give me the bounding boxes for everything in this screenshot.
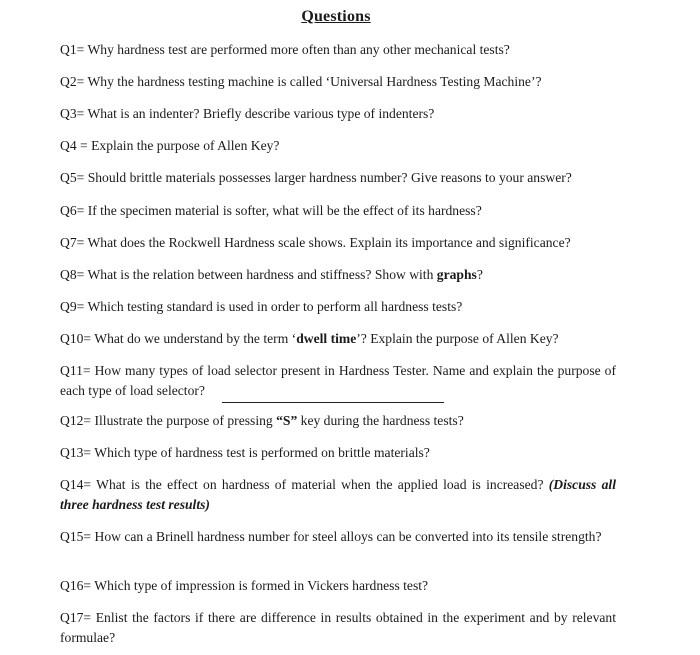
question-text: How many types of load selector present in Hardness Tester. Name and explain the purpose of each type of load selector?	[60, 363, 616, 398]
question-number: Q13	[60, 445, 84, 460]
question-text: What does the Rockwell Hardness scale shows. Explain its importance and significance?	[87, 235, 571, 250]
question-item	[60, 233, 616, 253]
question-separator: =	[76, 170, 88, 185]
question-separator: =	[76, 74, 88, 89]
question-item	[60, 201, 616, 221]
question-text: Which type of hardness test is performed on brittle materials?	[94, 445, 430, 460]
page-title: Questions	[301, 8, 371, 25]
question-separator: =	[83, 578, 95, 593]
question-separator: =	[82, 363, 95, 378]
question-separator: =	[76, 138, 92, 153]
question-number: Q4	[60, 138, 77, 153]
question-emphasis: (Discuss all three hardness test results)	[60, 477, 616, 512]
question-number: Q9	[60, 299, 77, 314]
question-number: Q5	[60, 170, 77, 185]
question-separator: =	[83, 477, 97, 492]
question-item	[60, 40, 616, 60]
question-text: What is the relation between hardness and stiffness? Show with	[87, 267, 437, 282]
question-item	[60, 72, 616, 92]
question-number: Q2	[60, 74, 77, 89]
question-separator: =	[76, 42, 88, 57]
question-item	[60, 411, 616, 431]
question-separator: =	[76, 299, 88, 314]
question-text-end: ?	[476, 267, 483, 282]
question-separator: =	[83, 445, 95, 460]
question-number: Q10	[60, 331, 84, 346]
question-item	[60, 475, 616, 515]
question-separator: =	[76, 235, 88, 250]
question-item	[60, 608, 616, 648]
question-item	[60, 297, 616, 317]
question-text: Which testing standard is used in order to perform all hardness tests?	[87, 299, 463, 314]
question-number: Q15	[60, 529, 84, 544]
question-text: Why hardness test are performed more often than any other mechanical tests?	[87, 42, 510, 57]
question-text: If the specimen material is softer, what will be the effect of its hardness?	[87, 203, 482, 218]
question-number: Q11	[60, 363, 83, 378]
question-separator: =	[76, 267, 88, 282]
question-item	[60, 265, 616, 285]
question-text: What is an indenter? Briefly describe various type of indenters?	[87, 106, 435, 121]
question-item	[60, 361, 616, 401]
question-separator: =	[83, 413, 95, 428]
question-separator: =	[83, 331, 95, 346]
question-text-end: key during the hardness tests?	[297, 413, 464, 428]
question-separator: =	[83, 610, 96, 625]
question-item	[60, 329, 616, 349]
question-item	[60, 136, 616, 156]
question-text: Explain the purpose of Allen Key?	[91, 138, 280, 153]
question-separator: =	[83, 529, 95, 544]
question-emphasis: dwell time	[296, 331, 357, 346]
question-number: Q12	[60, 413, 84, 428]
question-item	[60, 576, 616, 596]
question-text: How can a Brinell hardness number for steel alloys can be converted into its tensile strength?	[94, 529, 602, 544]
question-item	[60, 168, 616, 188]
question-number: Q17	[60, 610, 84, 625]
question-item	[60, 443, 616, 463]
question-text: Why the hardness testing machine is called ‘Universal Hardness Testing Machine’?	[87, 74, 542, 89]
question-separator: =	[76, 106, 88, 121]
question-separator: =	[76, 203, 88, 218]
question-emphasis: graphs	[436, 267, 477, 282]
question-text: Illustrate the purpose of pressing	[94, 413, 277, 428]
question-number: Q7	[60, 235, 77, 250]
question-text: Enlist the factors if there are difference in results obtained in the experiment and by relevant formulae?	[60, 610, 616, 645]
question-emphasis: “S”	[276, 413, 298, 428]
question-item	[60, 104, 616, 124]
question-text: What is the effect on hardness of material when the applied load is increased?	[96, 477, 549, 492]
question-text: Should brittle materials possesses larger hardness number? Give reasons to your answer?	[87, 170, 572, 185]
question-number: Q16	[60, 578, 84, 593]
divider-line	[222, 402, 444, 403]
question-number: Q14	[60, 477, 84, 492]
question-text: What do we understand by the term ‘	[94, 331, 297, 346]
question-text-end: ’? Explain the purpose of Allen Key?	[356, 331, 559, 346]
question-item	[60, 527, 616, 547]
question-number: Q6	[60, 203, 77, 218]
question-number: Q3	[60, 106, 77, 121]
question-number: Q8	[60, 267, 77, 282]
question-text: Which type of impression is formed in Vickers hardness test?	[94, 578, 429, 593]
question-number: Q1	[60, 42, 77, 57]
